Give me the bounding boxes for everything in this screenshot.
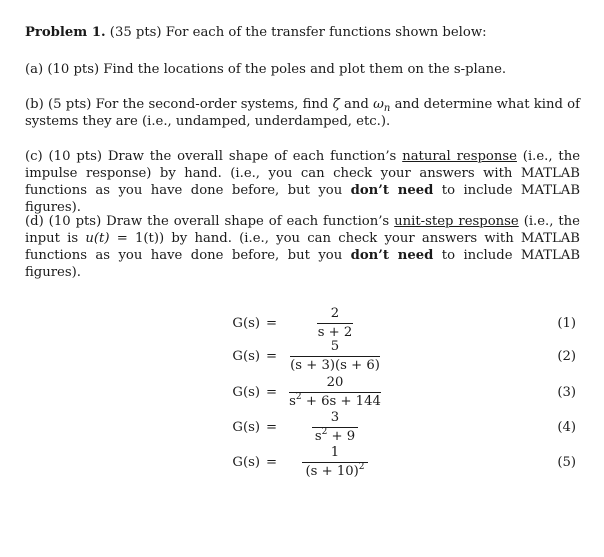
part-a [25,61,580,78]
equation-number: (5) [557,455,576,470]
equation-number: (3) [557,385,576,400]
denominator [285,464,385,480]
zeta-symbol: ζ [332,97,340,112]
denominator: s + 2 [317,325,353,340]
problem-intro: For each of the transfer functions shown below: [165,25,487,40]
problem-points: (35 pts) [109,25,162,40]
equation-number: (1) [557,316,576,331]
part-b [25,96,580,130]
part-d-underlined: unit-step response [394,214,519,229]
equation-number: (4) [557,420,576,435]
part-d [25,213,580,281]
part-d-ut: u(t) [85,231,110,246]
part-c [25,148,580,216]
denominator-base: s [289,394,296,409]
part-d-pre: (d) (10 pts) Draw the overall shape of each function’s [25,214,390,229]
numerator: 2 [330,306,340,321]
numerator: 3 [330,410,340,425]
fraction [285,410,385,445]
equals-sign: = [266,455,278,470]
denominator-rest: + 6s + 144 [301,394,381,409]
problem-title: Problem 1. [25,25,106,40]
fraction [285,375,385,410]
equals-sign: = [266,316,278,331]
part-b-post: and determine what kind of systems they are (i.e., undamped, underdamped, etc.). [25,97,580,129]
part-d-eq: = 1(t)) by hand. (i.e., you can check your answers with MATLAB functions as you have done before, but you [25,231,580,263]
fraction-bar [289,392,381,393]
equation-2 [0,339,604,373]
fraction [285,306,385,341]
fraction [285,339,385,374]
equals-sign: = [266,420,278,435]
numerator: 5 [330,339,340,354]
fraction [285,445,385,480]
fraction-bar [312,427,358,428]
fraction-bar [290,356,380,357]
equation-number: (2) [557,349,576,364]
fraction-bar [317,323,353,324]
part-d-mid1: (i.e., the input is [25,214,580,246]
denominator-base: (s + 10) [305,464,359,479]
denominator-exponent: 2 [358,462,365,472]
numerator: 1 [330,445,340,460]
omega-symbol: ω [373,97,384,112]
part-d-post: to include MATLAB figures). [25,248,581,280]
part-c-underlined: natural response [402,149,517,164]
equation-5 [0,445,604,479]
equation-lhs: G(s) [232,455,260,470]
part-c-bold: don’t need [350,183,434,198]
denominator [285,394,385,410]
denominator-exponent: 2 [321,427,328,437]
equation-lhs: G(s) [232,316,260,331]
denominator [285,429,385,445]
equation-4 [0,410,604,444]
equals-sign: = [266,385,278,400]
part-b-pre: (b) (5 pts) For the second-order systems, find [25,97,329,112]
equation-lhs: G(s) [232,420,260,435]
part-c-mid: (i.e., the impulse response) by hand. (i.e., you can check your answers with MATLAB functions as you have done before, but you [25,149,580,198]
equation-1 [0,306,604,340]
part-c-post: to include MATLAB figures). [25,183,581,215]
equals-sign: = [266,349,278,364]
denominator: (s + 3)(s + 6) [290,358,380,373]
numerator: 20 [326,375,344,390]
part-d-bold: don’t need [350,248,434,263]
equation-lhs: G(s) [232,385,260,400]
equation-3 [0,375,604,409]
denominator-base: s [314,429,322,444]
part-c-pre: (c) (10 pts) Draw the overall shape of each function’s [25,149,397,164]
denominator-exponent: 2 [295,392,302,402]
omega-subscript: n [383,103,391,114]
part-b-and: and [344,97,369,112]
problem-header [25,24,580,41]
denominator-rest: + 9 [327,429,356,444]
equation-lhs: G(s) [232,349,260,364]
part-a-text: (a) (10 pts) Find the locations of the poles and plot them on the s-plane. [25,62,507,77]
